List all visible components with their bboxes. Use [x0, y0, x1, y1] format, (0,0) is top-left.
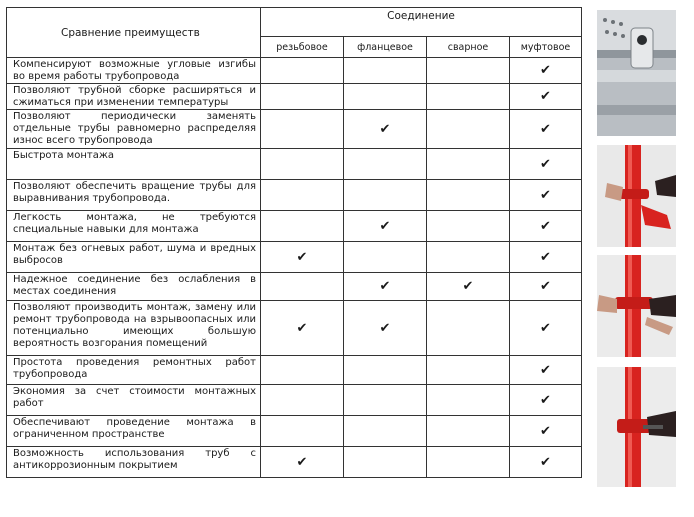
- column-header-2: фланцевое: [344, 37, 427, 58]
- feature-text: Экономия за счет стоимости монтажных работ: [7, 385, 261, 416]
- check-mark-icon: ✔: [510, 356, 582, 385]
- empty-cell: [427, 149, 510, 180]
- empty-cell: [261, 356, 344, 385]
- table-row: [7, 416, 582, 447]
- empty-cell: [344, 356, 427, 385]
- table-row: [7, 180, 582, 211]
- table-row: [7, 211, 582, 242]
- empty-cell: [261, 180, 344, 211]
- empty-cell: [427, 416, 510, 447]
- empty-cell: [427, 110, 510, 149]
- empty-cell: [427, 58, 510, 84]
- check-mark-icon: ✔: [344, 273, 427, 301]
- check-mark-icon: ✔: [510, 273, 582, 301]
- table-row: [7, 385, 582, 416]
- column-header-1: резьбовое: [261, 37, 344, 58]
- feature-text: Быстрота монтажа: [7, 149, 261, 180]
- empty-cell: [344, 447, 427, 478]
- check-mark-icon: ✔: [510, 110, 582, 149]
- header-comparison: Сравнение преимуществ: [7, 8, 261, 58]
- check-mark-icon: ✔: [261, 301, 344, 356]
- table-row: [7, 242, 582, 273]
- empty-cell: [427, 242, 510, 273]
- header-connection: Соединение: [261, 8, 582, 37]
- empty-cell: [344, 385, 427, 416]
- check-mark-icon: ✔: [510, 58, 582, 84]
- empty-cell: [427, 211, 510, 242]
- check-mark-icon: ✔: [344, 110, 427, 149]
- check-mark-icon: ✔: [510, 416, 582, 447]
- empty-cell: [344, 84, 427, 110]
- empty-cell: [344, 416, 427, 447]
- check-mark-icon: ✔: [510, 385, 582, 416]
- check-mark-icon: ✔: [344, 211, 427, 242]
- check-mark-icon: ✔: [510, 149, 582, 180]
- check-mark-icon: ✔: [510, 84, 582, 110]
- feature-text: Позволяют обеспечить вращение трубы для выравнивания трубопровода.: [7, 180, 261, 211]
- empty-cell: [261, 273, 344, 301]
- table-row: [7, 273, 582, 301]
- feature-text: Монтаж без огневых работ, шума и вредных выбросов: [7, 242, 261, 273]
- red-pipe-coupling-photo-1: [597, 145, 676, 247]
- feature-text: Легкость монтажа, не требуются специальные навыки для монтажа: [7, 211, 261, 242]
- table-row: [7, 301, 582, 356]
- empty-cell: [427, 385, 510, 416]
- feature-text: Простота проведения ремонтных работ трубопровода: [7, 356, 261, 385]
- check-mark-icon: ✔: [344, 301, 427, 356]
- feature-text: Позволяют производить монтаж, замену или ремонт трубопровода на взрывоопасных или потенциально имеющих большую вероятность возгорания помещений: [7, 301, 261, 356]
- empty-cell: [261, 58, 344, 84]
- red-pipe-coupling-photo-2: [597, 255, 676, 357]
- check-mark-icon: ✔: [510, 242, 582, 273]
- table-row: [7, 84, 582, 110]
- comparison-table: [6, 7, 582, 478]
- empty-cell: [261, 416, 344, 447]
- feature-text: Обеспечивают проведение монтажа в ограниченном пространстве: [7, 416, 261, 447]
- empty-cell: [427, 356, 510, 385]
- feature-text: Надежное соединение без ослабления в местах соединения: [7, 273, 261, 301]
- empty-cell: [427, 84, 510, 110]
- check-mark-icon: ✔: [510, 211, 582, 242]
- table-row: [7, 149, 582, 180]
- check-mark-icon: ✔: [510, 447, 582, 478]
- empty-cell: [261, 110, 344, 149]
- empty-cell: [344, 242, 427, 273]
- feature-text: Компенсируют возможные угловые изгибы во время работы трубопровода: [7, 58, 261, 84]
- table-row: [7, 447, 582, 478]
- check-mark-icon: ✔: [510, 301, 582, 356]
- column-header-3: сварное: [427, 37, 510, 58]
- empty-cell: [261, 84, 344, 110]
- metal-coupling-photo: [597, 10, 676, 136]
- empty-cell: [261, 211, 344, 242]
- table-row: [7, 58, 582, 84]
- check-mark-icon: ✔: [261, 242, 344, 273]
- empty-cell: [261, 385, 344, 416]
- empty-cell: [344, 180, 427, 211]
- red-pipe-coupling-photo-3: [597, 367, 676, 487]
- empty-cell: [427, 301, 510, 356]
- feature-text: Позволяют трубной сборке расширяться и сжиматься при изменении температуры: [7, 84, 261, 110]
- table-row: [7, 110, 582, 149]
- empty-cell: [344, 149, 427, 180]
- feature-text: Возможность использования труб с антикоррозионным покрытием: [7, 447, 261, 478]
- check-mark-icon: ✔: [261, 447, 344, 478]
- table-row: [7, 356, 582, 385]
- empty-cell: [344, 58, 427, 84]
- feature-text: Позволяют периодически заменять отдельные трубы равномерно распределяя износ всего трубопровода: [7, 110, 261, 149]
- empty-cell: [261, 149, 344, 180]
- empty-cell: [427, 180, 510, 211]
- empty-cell: [427, 447, 510, 478]
- column-header-4: муфтовое: [510, 37, 582, 58]
- check-mark-icon: ✔: [427, 273, 510, 301]
- check-mark-icon: ✔: [510, 180, 582, 211]
